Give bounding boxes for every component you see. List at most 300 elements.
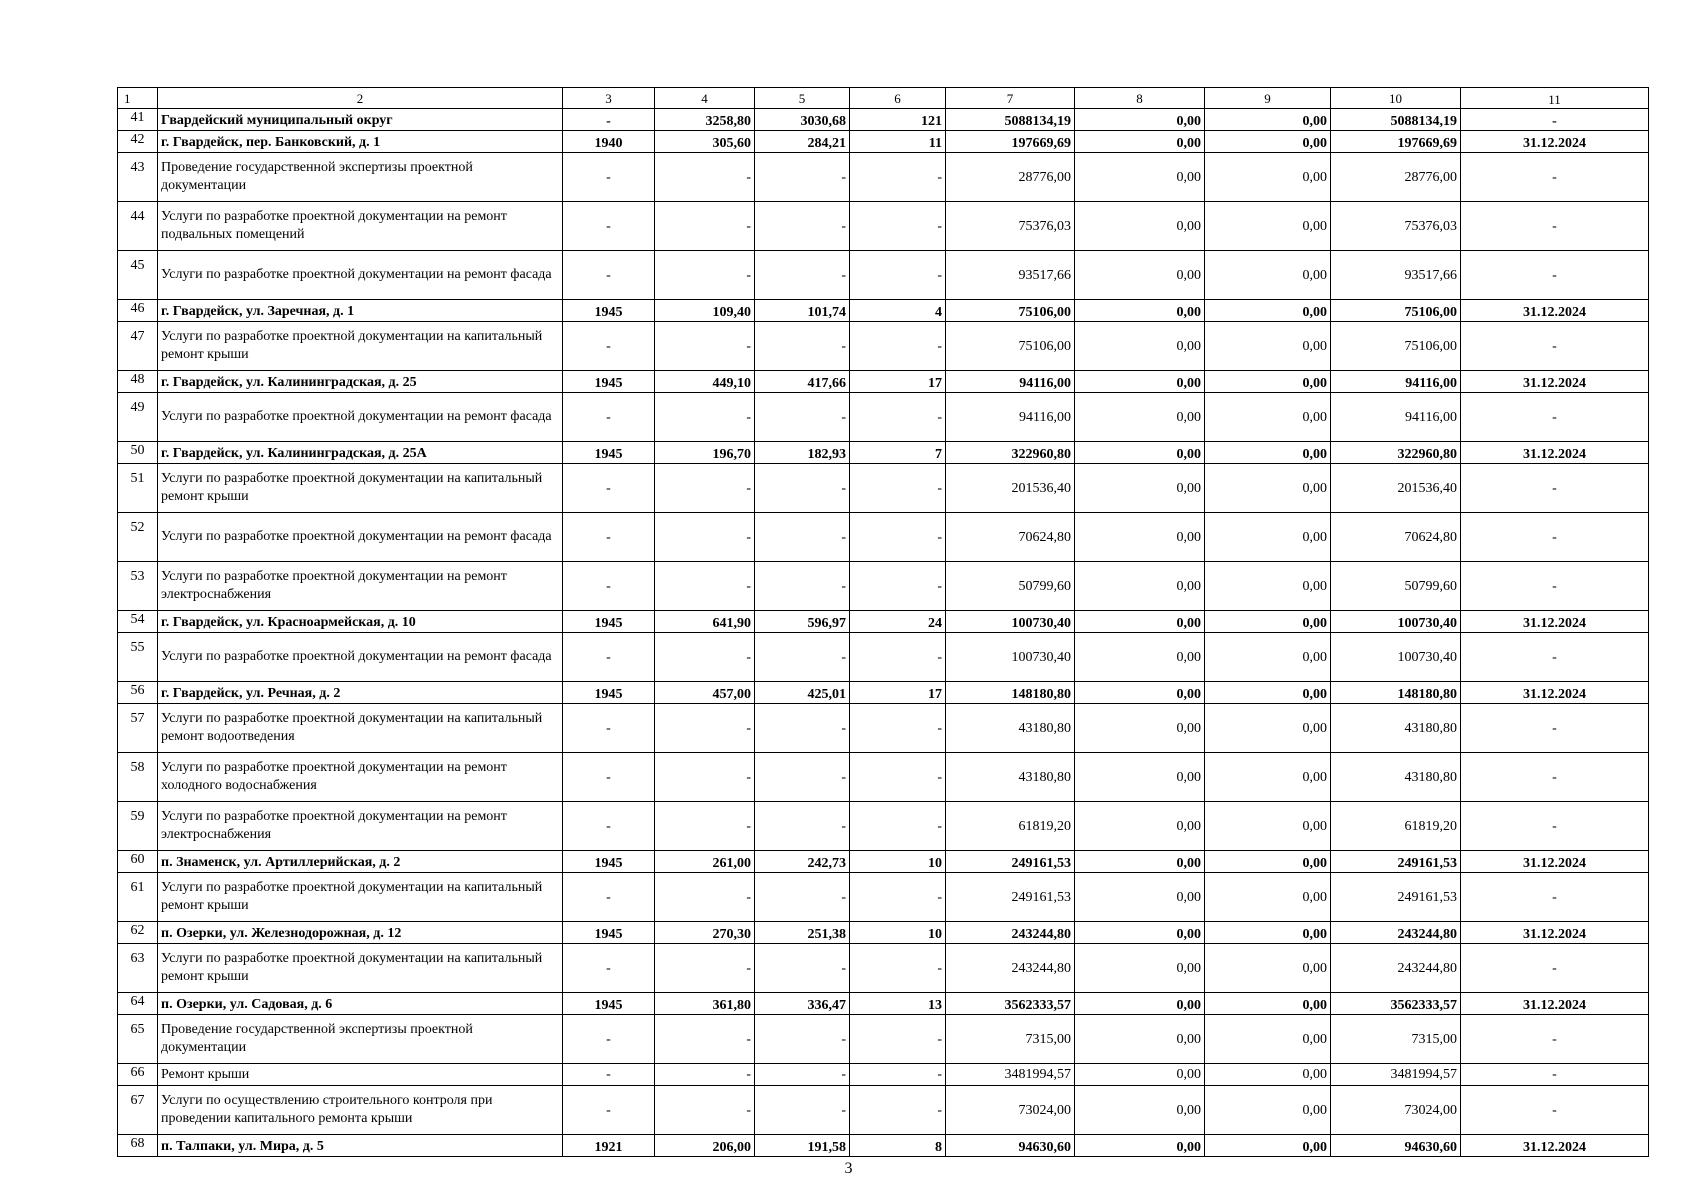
living-area: 3030,68 [755,109,850,131]
item-name: Услуги по разработке проектной документации на капитальный ремонт крыши [158,944,563,993]
address-row [118,993,1649,1015]
total-area: 196,70 [655,442,755,464]
work-item-row [118,873,1649,922]
cost-col-9: 0,00 [1205,371,1331,393]
year-built: - [563,153,655,202]
cost-col-9: 0,00 [1205,873,1331,922]
cost-col-8: 0,00 [1075,611,1205,633]
item-name: Гвардейский муниципальный округ [158,109,563,131]
row-number: 44 [118,202,158,251]
year-built: - [563,202,655,251]
total-cost: 61819,20 [946,802,1075,851]
residents: 17 [850,371,946,393]
row-number: 46 [118,300,158,322]
item-name: г. Гвардейск, ул. Речная, д. 2 [158,682,563,704]
cost-col-9: 0,00 [1205,153,1331,202]
cost-col-10: 94630,60 [1331,1135,1461,1157]
row-number: 58 [118,753,158,802]
column-number: 1 [118,88,158,109]
cost-col-10: 201536,40 [1331,464,1461,513]
cost-col-8: 0,00 [1075,1015,1205,1064]
cost-col-9: 0,00 [1205,704,1331,753]
item-name: Услуги по разработке проектной документации на ремонт холодного водоснабжения [158,753,563,802]
cost-col-8: 0,00 [1075,562,1205,611]
living-area: 101,74 [755,300,850,322]
cost-col-10: 100730,40 [1331,633,1461,682]
year-built: - [563,944,655,993]
year-built: - [563,562,655,611]
residents: 4 [850,300,946,322]
row-number: 57 [118,704,158,753]
total-area: - [655,153,755,202]
year-built: 1945 [563,993,655,1015]
item-name: п. Знаменск, ул. Артиллерийская, д. 2 [158,851,563,873]
cost-col-10: 75376,03 [1331,202,1461,251]
year-built: - [563,802,655,851]
deadline: - [1461,1086,1649,1135]
cost-col-9: 0,00 [1205,393,1331,442]
column-number: 3 [563,88,655,109]
cost-col-9: 0,00 [1205,300,1331,322]
living-area: - [755,873,850,922]
cost-col-8: 0,00 [1075,633,1205,682]
cost-col-10: 43180,80 [1331,753,1461,802]
total-area: - [655,202,755,251]
living-area: 596,97 [755,611,850,633]
total-cost: 100730,40 [946,611,1075,633]
total-area: - [655,802,755,851]
row-number: 56 [118,682,158,704]
cost-col-8: 0,00 [1075,1086,1205,1135]
living-area: 336,47 [755,993,850,1015]
page-number: 3 [844,1160,853,1177]
cost-col-8: 0,00 [1075,922,1205,944]
total-area: - [655,633,755,682]
residents: - [850,562,946,611]
item-name: г. Гвардейск, ул. Заречная, д. 1 [158,300,563,322]
cost-col-9: 0,00 [1205,993,1331,1015]
item-name: Ремонт крыши [158,1064,563,1086]
cost-col-9: 0,00 [1205,802,1331,851]
cost-col-10: 94116,00 [1331,393,1461,442]
row-number: 48 [118,371,158,393]
total-cost: 249161,53 [946,873,1075,922]
item-name: Услуги по разработке проектной документации на ремонт электроснабжения [158,802,563,851]
living-area: - [755,251,850,300]
living-area: - [755,202,850,251]
row-number: 65 [118,1015,158,1064]
residents: 10 [850,922,946,944]
address-row [118,611,1649,633]
cost-col-10: 28776,00 [1331,153,1461,202]
total-area: 270,30 [655,922,755,944]
residents: 7 [850,442,946,464]
item-name: Услуги по разработке проектной документации на ремонт фасада [158,513,563,562]
deadline: - [1461,393,1649,442]
row-number: 53 [118,562,158,611]
item-name: п. Озерки, ул. Железнодорожная, д. 12 [158,922,563,944]
total-cost: 249161,53 [946,851,1075,873]
cost-col-8: 0,00 [1075,513,1205,562]
cost-col-10: 322960,80 [1331,442,1461,464]
cost-col-9: 0,00 [1205,442,1331,464]
row-number: 45 [118,251,158,300]
living-area: - [755,153,850,202]
year-built: - [563,633,655,682]
cost-col-10: 249161,53 [1331,851,1461,873]
column-number: 6 [850,88,946,109]
cost-col-9: 0,00 [1205,513,1331,562]
residents: - [850,393,946,442]
year-built: 1921 [563,1135,655,1157]
cost-col-10: 61819,20 [1331,802,1461,851]
residents: - [850,513,946,562]
deadline: 31.12.2024 [1461,611,1649,633]
item-name: Услуги по разработке проектной документации на ремонт фасада [158,633,563,682]
residents: - [850,704,946,753]
total-cost: 75376,03 [946,202,1075,251]
item-name: Услуги по разработке проектной документации на ремонт фасада [158,251,563,300]
deadline: - [1461,202,1649,251]
row-number: 64 [118,993,158,1015]
total-cost: 243244,80 [946,922,1075,944]
living-area: - [755,393,850,442]
total-area: 361,80 [655,993,755,1015]
total-area: 206,00 [655,1135,755,1157]
cost-col-8: 0,00 [1075,704,1205,753]
column-number: 9 [1205,88,1331,109]
residents: 11 [850,131,946,153]
total-cost: 43180,80 [946,753,1075,802]
item-name: Услуги по разработке проектной документации на ремонт подвальных помещений [158,202,563,251]
cost-col-8: 0,00 [1075,993,1205,1015]
row-number: 68 [118,1135,158,1157]
cost-col-8: 0,00 [1075,153,1205,202]
cost-col-10: 5088134,19 [1331,109,1461,131]
address-row [118,109,1649,131]
cost-col-8: 0,00 [1075,1135,1205,1157]
deadline: 31.12.2024 [1461,851,1649,873]
row-number: 52 [118,513,158,562]
cost-col-10: 3481994,57 [1331,1064,1461,1086]
total-area: 109,40 [655,300,755,322]
cost-col-10: 197669,69 [1331,131,1461,153]
cost-col-10: 3562333,57 [1331,993,1461,1015]
residents: - [850,633,946,682]
total-cost: 93517,66 [946,251,1075,300]
residents: - [850,753,946,802]
total-area: 305,60 [655,131,755,153]
total-cost: 75106,00 [946,322,1075,371]
work-item-row [118,1064,1649,1086]
cost-col-8: 0,00 [1075,851,1205,873]
total-area: - [655,562,755,611]
cost-col-10: 75106,00 [1331,300,1461,322]
cost-col-9: 0,00 [1205,109,1331,131]
residents: - [850,464,946,513]
column-number: 5 [755,88,850,109]
total-area: 641,90 [655,611,755,633]
year-built: - [563,1086,655,1135]
address-row [118,851,1649,873]
deadline: 31.12.2024 [1461,1135,1649,1157]
residents: 10 [850,851,946,873]
living-area: - [755,1086,850,1135]
residents: - [850,1086,946,1135]
row-number: 41 [118,109,158,131]
living-area: - [755,704,850,753]
address-row [118,300,1649,322]
year-built: - [563,1064,655,1086]
year-built: - [563,704,655,753]
work-item-row [118,464,1649,513]
living-area: 417,66 [755,371,850,393]
cost-col-10: 93517,66 [1331,251,1461,300]
cost-col-10: 148180,80 [1331,682,1461,704]
deadline: - [1461,251,1649,300]
total-area: - [655,944,755,993]
item-name: п. Талпаки, ул. Мира, д. 5 [158,1135,563,1157]
total-area: - [655,1015,755,1064]
address-row [118,371,1649,393]
total-cost: 75106,00 [946,300,1075,322]
deadline: 31.12.2024 [1461,442,1649,464]
cost-col-8: 0,00 [1075,202,1205,251]
work-item-row [118,802,1649,851]
cost-col-9: 0,00 [1205,633,1331,682]
work-item-row [118,251,1649,300]
cost-col-10: 7315,00 [1331,1015,1461,1064]
row-number: 60 [118,851,158,873]
item-name: Проведение государственной экспертизы проектной документации [158,1015,563,1064]
cost-col-9: 0,00 [1205,1135,1331,1157]
item-name: п. Озерки, ул. Садовая, д. 6 [158,993,563,1015]
total-cost: 94630,60 [946,1135,1075,1157]
document-sheet [117,87,1649,1157]
cost-col-8: 0,00 [1075,393,1205,442]
row-number: 47 [118,322,158,371]
living-area: 191,58 [755,1135,850,1157]
deadline: - [1461,109,1649,131]
total-cost: 3562333,57 [946,993,1075,1015]
residents: - [850,873,946,922]
row-number: 42 [118,131,158,153]
item-name: г. Гвардейск, ул. Калининградская, д. 25 [158,371,563,393]
total-area: - [655,704,755,753]
cost-col-8: 0,00 [1075,300,1205,322]
cost-col-9: 0,00 [1205,464,1331,513]
deadline: 31.12.2024 [1461,131,1649,153]
cost-col-8: 0,00 [1075,371,1205,393]
deadline: 31.12.2024 [1461,682,1649,704]
cost-col-9: 0,00 [1205,1064,1331,1086]
deadline: 31.12.2024 [1461,300,1649,322]
year-built: 1945 [563,611,655,633]
cost-col-9: 0,00 [1205,322,1331,371]
living-area: 284,21 [755,131,850,153]
item-name: Услуги по разработке проектной документации на капитальный ремонт крыши [158,873,563,922]
year-built: - [563,513,655,562]
total-area: - [655,322,755,371]
total-area: - [655,464,755,513]
total-cost: 28776,00 [946,153,1075,202]
address-row [118,1135,1649,1157]
deadline: - [1461,464,1649,513]
deadline: - [1461,322,1649,371]
residents: - [850,202,946,251]
year-built: 1945 [563,682,655,704]
residents: - [850,944,946,993]
total-area: - [655,393,755,442]
cost-col-8: 0,00 [1075,131,1205,153]
column-number: 2 [158,88,563,109]
total-area: - [655,1086,755,1135]
work-item-row [118,513,1649,562]
work-item-row [118,1086,1649,1135]
living-area: - [755,464,850,513]
deadline: - [1461,704,1649,753]
item-name: г. Гвардейск, ул. Красноармейская, д. 10 [158,611,563,633]
total-cost: 148180,80 [946,682,1075,704]
year-built: - [563,251,655,300]
work-item-row [118,944,1649,993]
work-item-row [118,393,1649,442]
total-area: - [655,251,755,300]
residents: - [850,322,946,371]
cost-col-9: 0,00 [1205,944,1331,993]
total-cost: 7315,00 [946,1015,1075,1064]
residents: - [850,153,946,202]
cost-col-9: 0,00 [1205,922,1331,944]
year-built: 1940 [563,131,655,153]
total-cost: 3481994,57 [946,1064,1075,1086]
cost-col-9: 0,00 [1205,251,1331,300]
total-area: - [655,513,755,562]
deadline: - [1461,802,1649,851]
total-cost: 94116,00 [946,393,1075,442]
total-cost: 73024,00 [946,1086,1075,1135]
year-built: - [563,464,655,513]
row-number: 43 [118,153,158,202]
work-item-row [118,202,1649,251]
row-number: 62 [118,922,158,944]
cost-col-8: 0,00 [1075,944,1205,993]
year-built: - [563,1015,655,1064]
address-row [118,922,1649,944]
cost-col-8: 0,00 [1075,322,1205,371]
cost-col-9: 0,00 [1205,131,1331,153]
row-number: 66 [118,1064,158,1086]
living-area: - [755,753,850,802]
residents: - [850,1015,946,1064]
living-area: - [755,802,850,851]
cost-col-9: 0,00 [1205,1015,1331,1064]
living-area: - [755,633,850,682]
cost-col-9: 0,00 [1205,562,1331,611]
total-area: - [655,1064,755,1086]
cost-col-9: 0,00 [1205,682,1331,704]
address-row [118,682,1649,704]
cost-col-9: 0,00 [1205,753,1331,802]
cost-col-10: 75106,00 [1331,322,1461,371]
work-item-row [118,153,1649,202]
year-built: 1945 [563,371,655,393]
item-name: Услуги по разработке проектной документации на капитальный ремонт крыши [158,322,563,371]
living-area: - [755,562,850,611]
column-number: 4 [655,88,755,109]
cost-col-8: 0,00 [1075,753,1205,802]
residents: 24 [850,611,946,633]
residents: - [850,1064,946,1086]
year-built: 1945 [563,922,655,944]
deadline: - [1461,153,1649,202]
total-area: 449,10 [655,371,755,393]
cost-col-8: 0,00 [1075,873,1205,922]
residents: 8 [850,1135,946,1157]
deadline: - [1461,633,1649,682]
cost-col-10: 43180,80 [1331,704,1461,753]
item-name: Услуги по разработке проектной документации на капитальный ремонт крыши [158,464,563,513]
residents: 17 [850,682,946,704]
work-item-row [118,322,1649,371]
column-number: 7 [946,88,1075,109]
cost-col-10: 243244,80 [1331,944,1461,993]
cost-col-9: 0,00 [1205,851,1331,873]
deadline: - [1461,753,1649,802]
cost-col-10: 70624,80 [1331,513,1461,562]
item-name: Услуги по разработке проектной документации на капитальный ремонт водоотведения [158,704,563,753]
year-built: - [563,873,655,922]
cost-col-10: 73024,00 [1331,1086,1461,1135]
work-item-row [118,753,1649,802]
repair-plan-table [117,87,1649,1157]
total-area: 3258,80 [655,109,755,131]
living-area: 425,01 [755,682,850,704]
year-built: 1945 [563,442,655,464]
cost-col-10: 249161,53 [1331,873,1461,922]
deadline: - [1461,513,1649,562]
item-name: Услуги по разработке проектной документации на ремонт фасада [158,393,563,442]
total-cost: 43180,80 [946,704,1075,753]
living-area: 242,73 [755,851,850,873]
total-area: - [655,753,755,802]
living-area: 251,38 [755,922,850,944]
total-cost: 201536,40 [946,464,1075,513]
column-number: 11 [1461,88,1649,109]
row-number: 51 [118,464,158,513]
cost-col-8: 0,00 [1075,1064,1205,1086]
cost-col-10: 100730,40 [1331,611,1461,633]
row-number: 63 [118,944,158,993]
total-cost: 100730,40 [946,633,1075,682]
cost-col-9: 0,00 [1205,1086,1331,1135]
deadline: 31.12.2024 [1461,922,1649,944]
residents: 13 [850,993,946,1015]
cost-col-8: 0,00 [1075,464,1205,513]
item-name: Услуги по разработке проектной документации на ремонт электроснабжения [158,562,563,611]
cost-col-8: 0,00 [1075,802,1205,851]
row-number: 54 [118,611,158,633]
year-built: 1945 [563,851,655,873]
year-built: - [563,393,655,442]
row-number: 50 [118,442,158,464]
deadline: - [1461,562,1649,611]
cost-col-10: 94116,00 [1331,371,1461,393]
total-area: 261,00 [655,851,755,873]
row-number: 61 [118,873,158,922]
year-built: - [563,109,655,131]
living-area: - [755,1015,850,1064]
